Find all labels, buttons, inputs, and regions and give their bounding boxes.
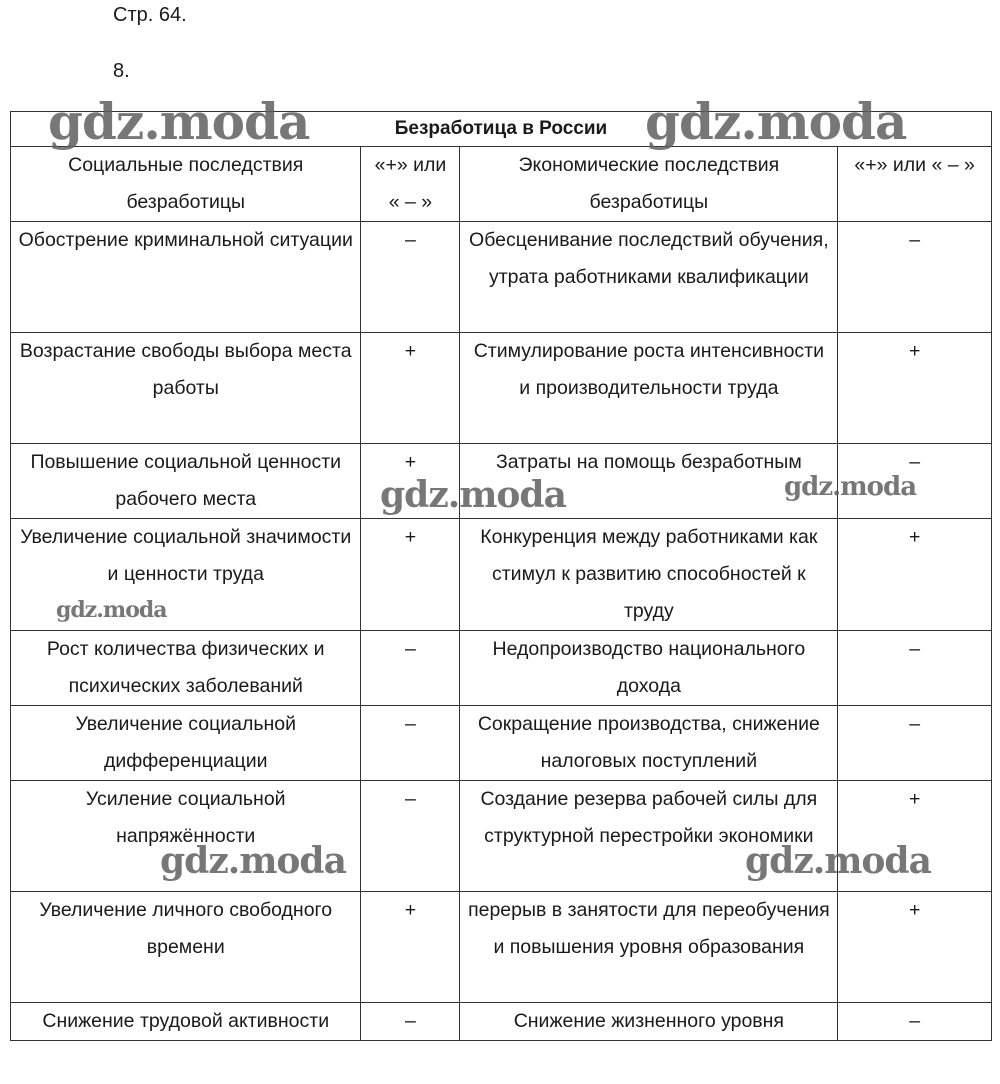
- social-consequence: Обострение криминальной ситуации: [11, 222, 361, 333]
- page-reference: Стр. 64.: [113, 4, 187, 26]
- social-consequence: Рост количества физических и психических заболеваний: [11, 631, 361, 706]
- table-row: [11, 631, 992, 706]
- social-consequence: Повышение социальной ценности рабочего места: [11, 444, 361, 519]
- table-row: [11, 706, 992, 781]
- social-sign: –: [361, 706, 460, 781]
- header-social-sign: «+» или « – »: [361, 147, 460, 222]
- table-row: [11, 222, 992, 333]
- social-sign: –: [361, 1003, 460, 1041]
- watermark: gdz.moda: [380, 474, 566, 516]
- economic-sign: +: [838, 519, 992, 631]
- watermark: gdz.moda: [56, 597, 167, 623]
- social-consequence: Увеличение социальной значимости и ценности труда: [11, 519, 361, 631]
- economic-consequence: Обесценивание последствий обучения, утрата работниками квалификации: [460, 222, 838, 333]
- economic-sign: +: [838, 781, 992, 892]
- social-consequence: Увеличение личного свободного времени: [11, 892, 361, 1003]
- social-sign: +: [361, 892, 460, 1003]
- table-row: [11, 892, 992, 1003]
- economic-consequence: Конкуренция между работниками как стимул к развитию способностей к труду: [460, 519, 838, 631]
- social-consequence: Усиление социальной напряжённости: [11, 781, 361, 892]
- social-sign: –: [361, 631, 460, 706]
- economic-consequence: Сокращение производства, снижение налоговых поступлений: [460, 706, 838, 781]
- table-row: [11, 781, 992, 892]
- header-economic-sign: «+» или « – »: [838, 147, 992, 222]
- table-row: [11, 444, 992, 519]
- table-row: [11, 1003, 992, 1041]
- table-header-row: [11, 147, 992, 222]
- economic-consequence: перерыв в занятости для переобучения и повышения уровня образования: [460, 892, 838, 1003]
- social-sign: +: [361, 333, 460, 444]
- table-row: [11, 519, 992, 631]
- watermark: gdz.moda: [745, 840, 931, 882]
- social-consequence: Снижение трудовой активности: [11, 1003, 361, 1041]
- social-consequence: Возрастание свободы выбора места работы: [11, 333, 361, 444]
- economic-sign: –: [838, 222, 992, 333]
- social-sign: –: [361, 781, 460, 892]
- table-caption: Безработица в России: [11, 112, 992, 147]
- economic-sign: –: [838, 1003, 992, 1041]
- watermark: gdz.moda: [48, 92, 310, 151]
- economic-sign: +: [838, 333, 992, 444]
- header-economic: Экономические последствия безработицы: [460, 147, 838, 222]
- social-sign: +: [361, 444, 460, 519]
- economic-sign: –: [838, 706, 992, 781]
- social-sign: –: [361, 222, 460, 333]
- table-row: [11, 333, 992, 444]
- social-consequence: Увеличение социальной дифференциации: [11, 706, 361, 781]
- economic-sign: –: [838, 444, 992, 519]
- economic-consequence: Затраты на помощь безработным: [460, 444, 838, 519]
- social-sign: +: [361, 519, 460, 631]
- economic-sign: +: [838, 892, 992, 1003]
- unemployment-table: [10, 111, 992, 1041]
- watermark: gdz.moda: [160, 840, 346, 882]
- header-social: Социальные последствия безработицы: [11, 147, 361, 222]
- economic-consequence: Стимулирование роста интенсивности и производительности труда: [460, 333, 838, 444]
- watermark: gdz.moda: [784, 472, 917, 502]
- task-number: 8.: [113, 60, 130, 82]
- economic-consequence: Недопроизводство национального дохода: [460, 631, 838, 706]
- economic-consequence: Снижение жизненного уровня: [460, 1003, 838, 1041]
- economic-consequence: Создание резерва рабочей силы для структурной перестройки экономики: [460, 781, 838, 892]
- economic-sign: –: [838, 631, 992, 706]
- watermark: gdz.moda: [645, 92, 907, 151]
